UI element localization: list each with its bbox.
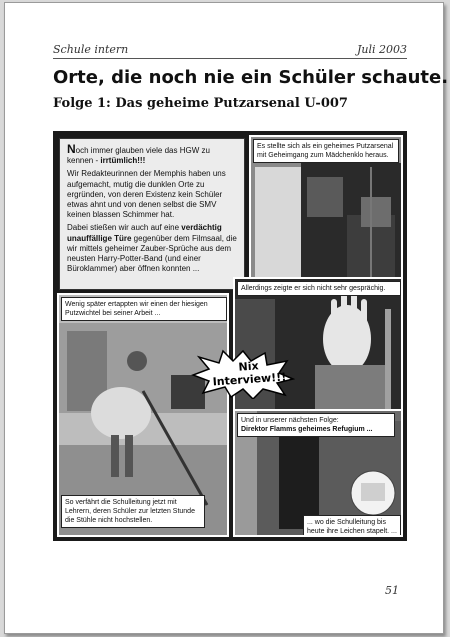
speech-burst-text: Nix Interview!!! — [212, 359, 287, 389]
caption-next-episode — [237, 413, 395, 437]
running-header-section: Schule intern — [53, 43, 129, 56]
intro-drop-cap: N — [67, 142, 76, 156]
article-title: Orte, die noch nie ein Schüler schaute. — [53, 67, 449, 88]
intro-paragraph-3 — [67, 223, 237, 274]
caption-refusal: Allerdings zeigte er sich nicht sehr gesprächig. — [237, 281, 401, 296]
intro-p3-bold: verdächtig unauffällige Türe — [67, 223, 222, 243]
panel-next-episode-photo — [233, 409, 403, 537]
article-subtitle: Folge 1: Das geheime Putzarsenal U-007 — [53, 96, 348, 111]
caption-chairs: So verfährt die Schulleitung jetzt mit Lehrern, deren Schüler zur letzten Stunde die Stühle nicht hochstellen. — [61, 495, 205, 528]
caption-next-intro: Und in unserer nächsten Folge: — [241, 417, 339, 424]
intro-p1-text: och immer glauben viele das HGW zu kennen - — [67, 146, 210, 166]
intro-p3-end: gegenüber dem Filmsaal, die wir mittels geheimer Zauber-Sprüche aus dem neusten Harry-Potter-Band (und einer Büroklammer) aber öffnen konnten ... — [67, 233, 237, 274]
caption-caught-cleaner: Wenig später ertappten wir einen der hiesigen Putzwichtel bei seiner Arbeit ... — [61, 297, 227, 321]
intro-text-panel — [59, 138, 245, 290]
panel-mopping-photo — [57, 293, 229, 537]
caption-bodies: ... wo die Schulleitung bis heute ihre Leichen stapelt. ... — [303, 515, 401, 537]
intro-paragraph-2: Wir Redakteurinnen der Memphis haben uns aufgemacht, mutig die dunklen Orte zu ergründen, von deren Existenz kein Schüler etwas ahnt und von denen selbst die SMV keinen blassen Schimmer hat. — [67, 169, 226, 220]
panel-closet-photo — [249, 135, 403, 281]
comic-strip — [53, 131, 407, 541]
header-rule — [53, 58, 407, 59]
intro-paragraph-1 — [67, 144, 237, 166]
intro-p3-start: Dabei stießen wir auch auf eine — [67, 223, 182, 233]
intro-p1-bold: irrtümlich!!! — [100, 156, 146, 166]
running-header-date: Juli 2003 — [356, 43, 407, 56]
page-number: 51 — [385, 584, 399, 597]
magazine-page — [4, 2, 449, 634]
caption-closet: Es stellte sich als ein geheimes Putzarsenal mit Geheimgang zum Mädchenklo heraus. — [253, 139, 399, 163]
caption-next-title: Direktor Flamms geheimes Refugium ... — [241, 426, 373, 433]
